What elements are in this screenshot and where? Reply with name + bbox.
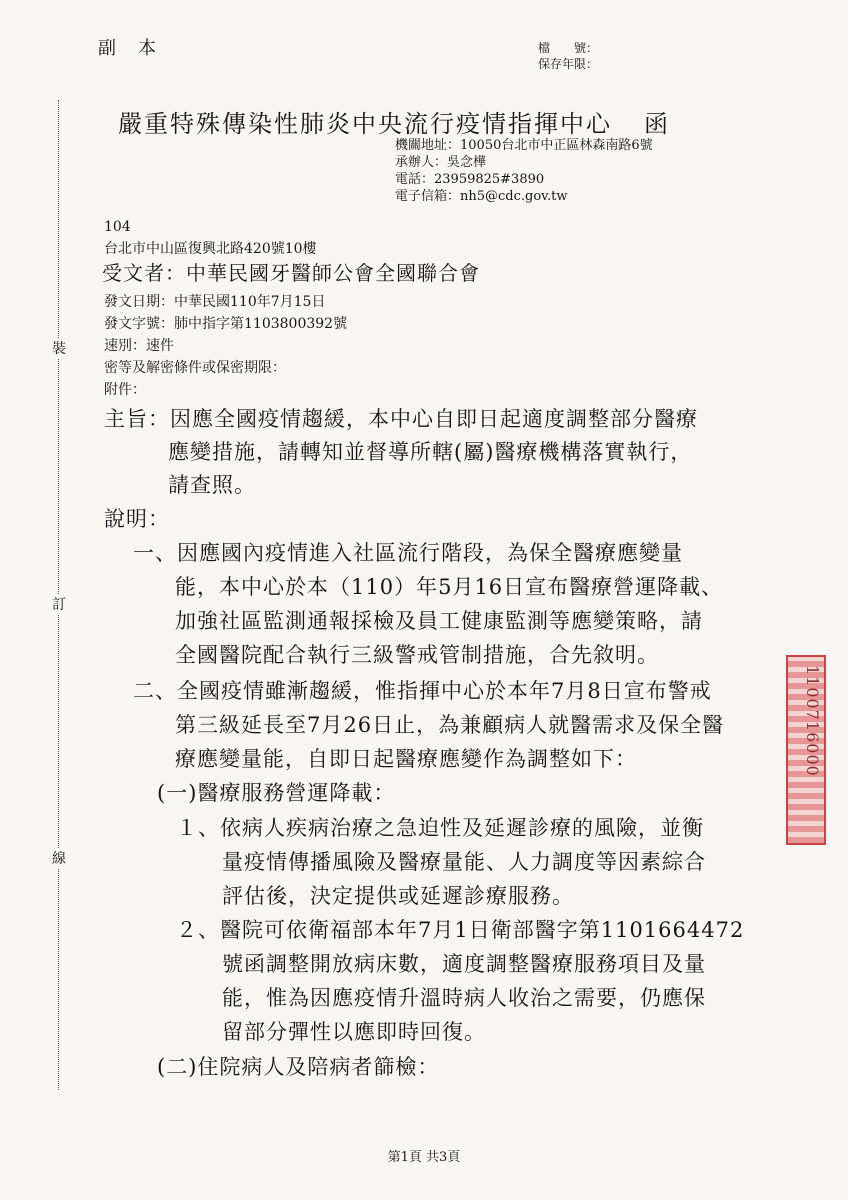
page-number: 第1頁 共3頁 [387, 1150, 461, 1165]
subject-line-3: 請查照。 [168, 473, 256, 497]
item-2-line-4: 留部分彈性以應即時回復。 [222, 1020, 486, 1044]
reference-number: 發文字號：肺中指字第1103800392號 [104, 316, 348, 332]
subject-line-1: 主旨：因應全國疫情趨緩，本中心自即日起適度調整部分醫療 [104, 407, 698, 431]
explanation-heading: 說明： [104, 507, 170, 531]
receipt-stamp [786, 655, 826, 845]
binding-mark-3: 線 [50, 848, 68, 868]
paragraph-1-line-3: 加強社區監測通報採檢及員工健康監測等應變策略，請 [175, 609, 703, 633]
recipient-address: 台北市中山區復興北路420號10樓 [104, 241, 317, 257]
delivery-speed: 速別：速件 [104, 338, 174, 354]
attachments: 附件： [104, 382, 146, 398]
document-title [118, 104, 670, 139]
agency-address: 機關地址：10050台北市中正區林森南路6號 [395, 138, 653, 153]
document-type: 函 [644, 110, 670, 138]
agency-email: 電子信箱：nh5@cdc.gov.tw [395, 189, 568, 204]
subject-line-2: 應變措施，請轉知並督導所轄(屬)醫療機構落實執行， [168, 440, 693, 464]
agency-name: 嚴重特殊傳染性肺炎中央流行疫情指揮中心 [118, 110, 612, 138]
copy-mark: 副本 [98, 38, 178, 59]
item-2-line-1: ２、醫院可依衛福部本年7月1日衛部醫字第1101664472 [176, 918, 745, 942]
item-2-line-2: 號函調整開放病床數，適度調整醫療服務項目及量 [222, 952, 706, 976]
paragraph-2-line-2: 第三級延長至7月26日止，為兼顧病人就醫需求及保全醫 [175, 713, 725, 737]
archive-number: 檔 號： [538, 41, 599, 55]
issue-date: 發文日期：中華民國110年7月15日 [104, 294, 326, 310]
item-1-line-3: 評估後，決定提供或延遲診療服務。 [222, 884, 574, 908]
item-1-line-1: １、依病人疾病治療之急迫性及延遲診療的風險，並衡 [176, 816, 704, 840]
paragraph-2-line-3: 療應變量能，自即日起醫療應變作為調整如下： [175, 747, 637, 771]
paragraph-1-line-2: 能，本中心於本（110）年5月16日宣布醫療營運降載、 [175, 575, 724, 599]
recipient-zip: 104 [104, 219, 131, 235]
subsection-2-heading: (二)住院病人及陪病者篩檢： [157, 1055, 440, 1079]
stamp-number: 1100716000 [803, 665, 822, 777]
paragraph-2-line-1: 二、全國疫情雖漸趨緩，惟指揮中心於本年7月8日宣布警戒 [133, 679, 712, 703]
agency-phone: 電話：23959825#3890 [395, 172, 545, 187]
recipient-name: 受文者：中華民國牙醫師公會全國聯合會 [102, 261, 480, 285]
secrecy-level: 密等及解密條件或保密期限： [104, 360, 286, 376]
item-1-line-2: 量疫情傳播風險及醫療量能、人力調度等因素綜合 [222, 850, 706, 874]
agency-contact: 承辦人：吳念樺 [395, 155, 487, 170]
archive-info [538, 40, 598, 72]
paragraph-1-line-1: 一、因應國內疫情進入社區流行階段，為保全醫療應變量 [133, 541, 683, 565]
document-meta [104, 291, 347, 401]
item-2-line-3: 能，惟為因應疫情升溫時病人收治之需要，仍應保 [222, 986, 706, 1010]
paragraph-1-line-4: 全國醫院配合執行三級警戒管制措施，合先敘明。 [175, 643, 659, 667]
subsection-1-heading: (一)醫療服務營運降載： [157, 781, 396, 805]
binding-mark-2: 訂 [50, 594, 68, 614]
agency-info [395, 137, 653, 205]
retention-period: 保存年限： [538, 57, 599, 71]
binding-mark-1: 裝 [50, 338, 68, 358]
